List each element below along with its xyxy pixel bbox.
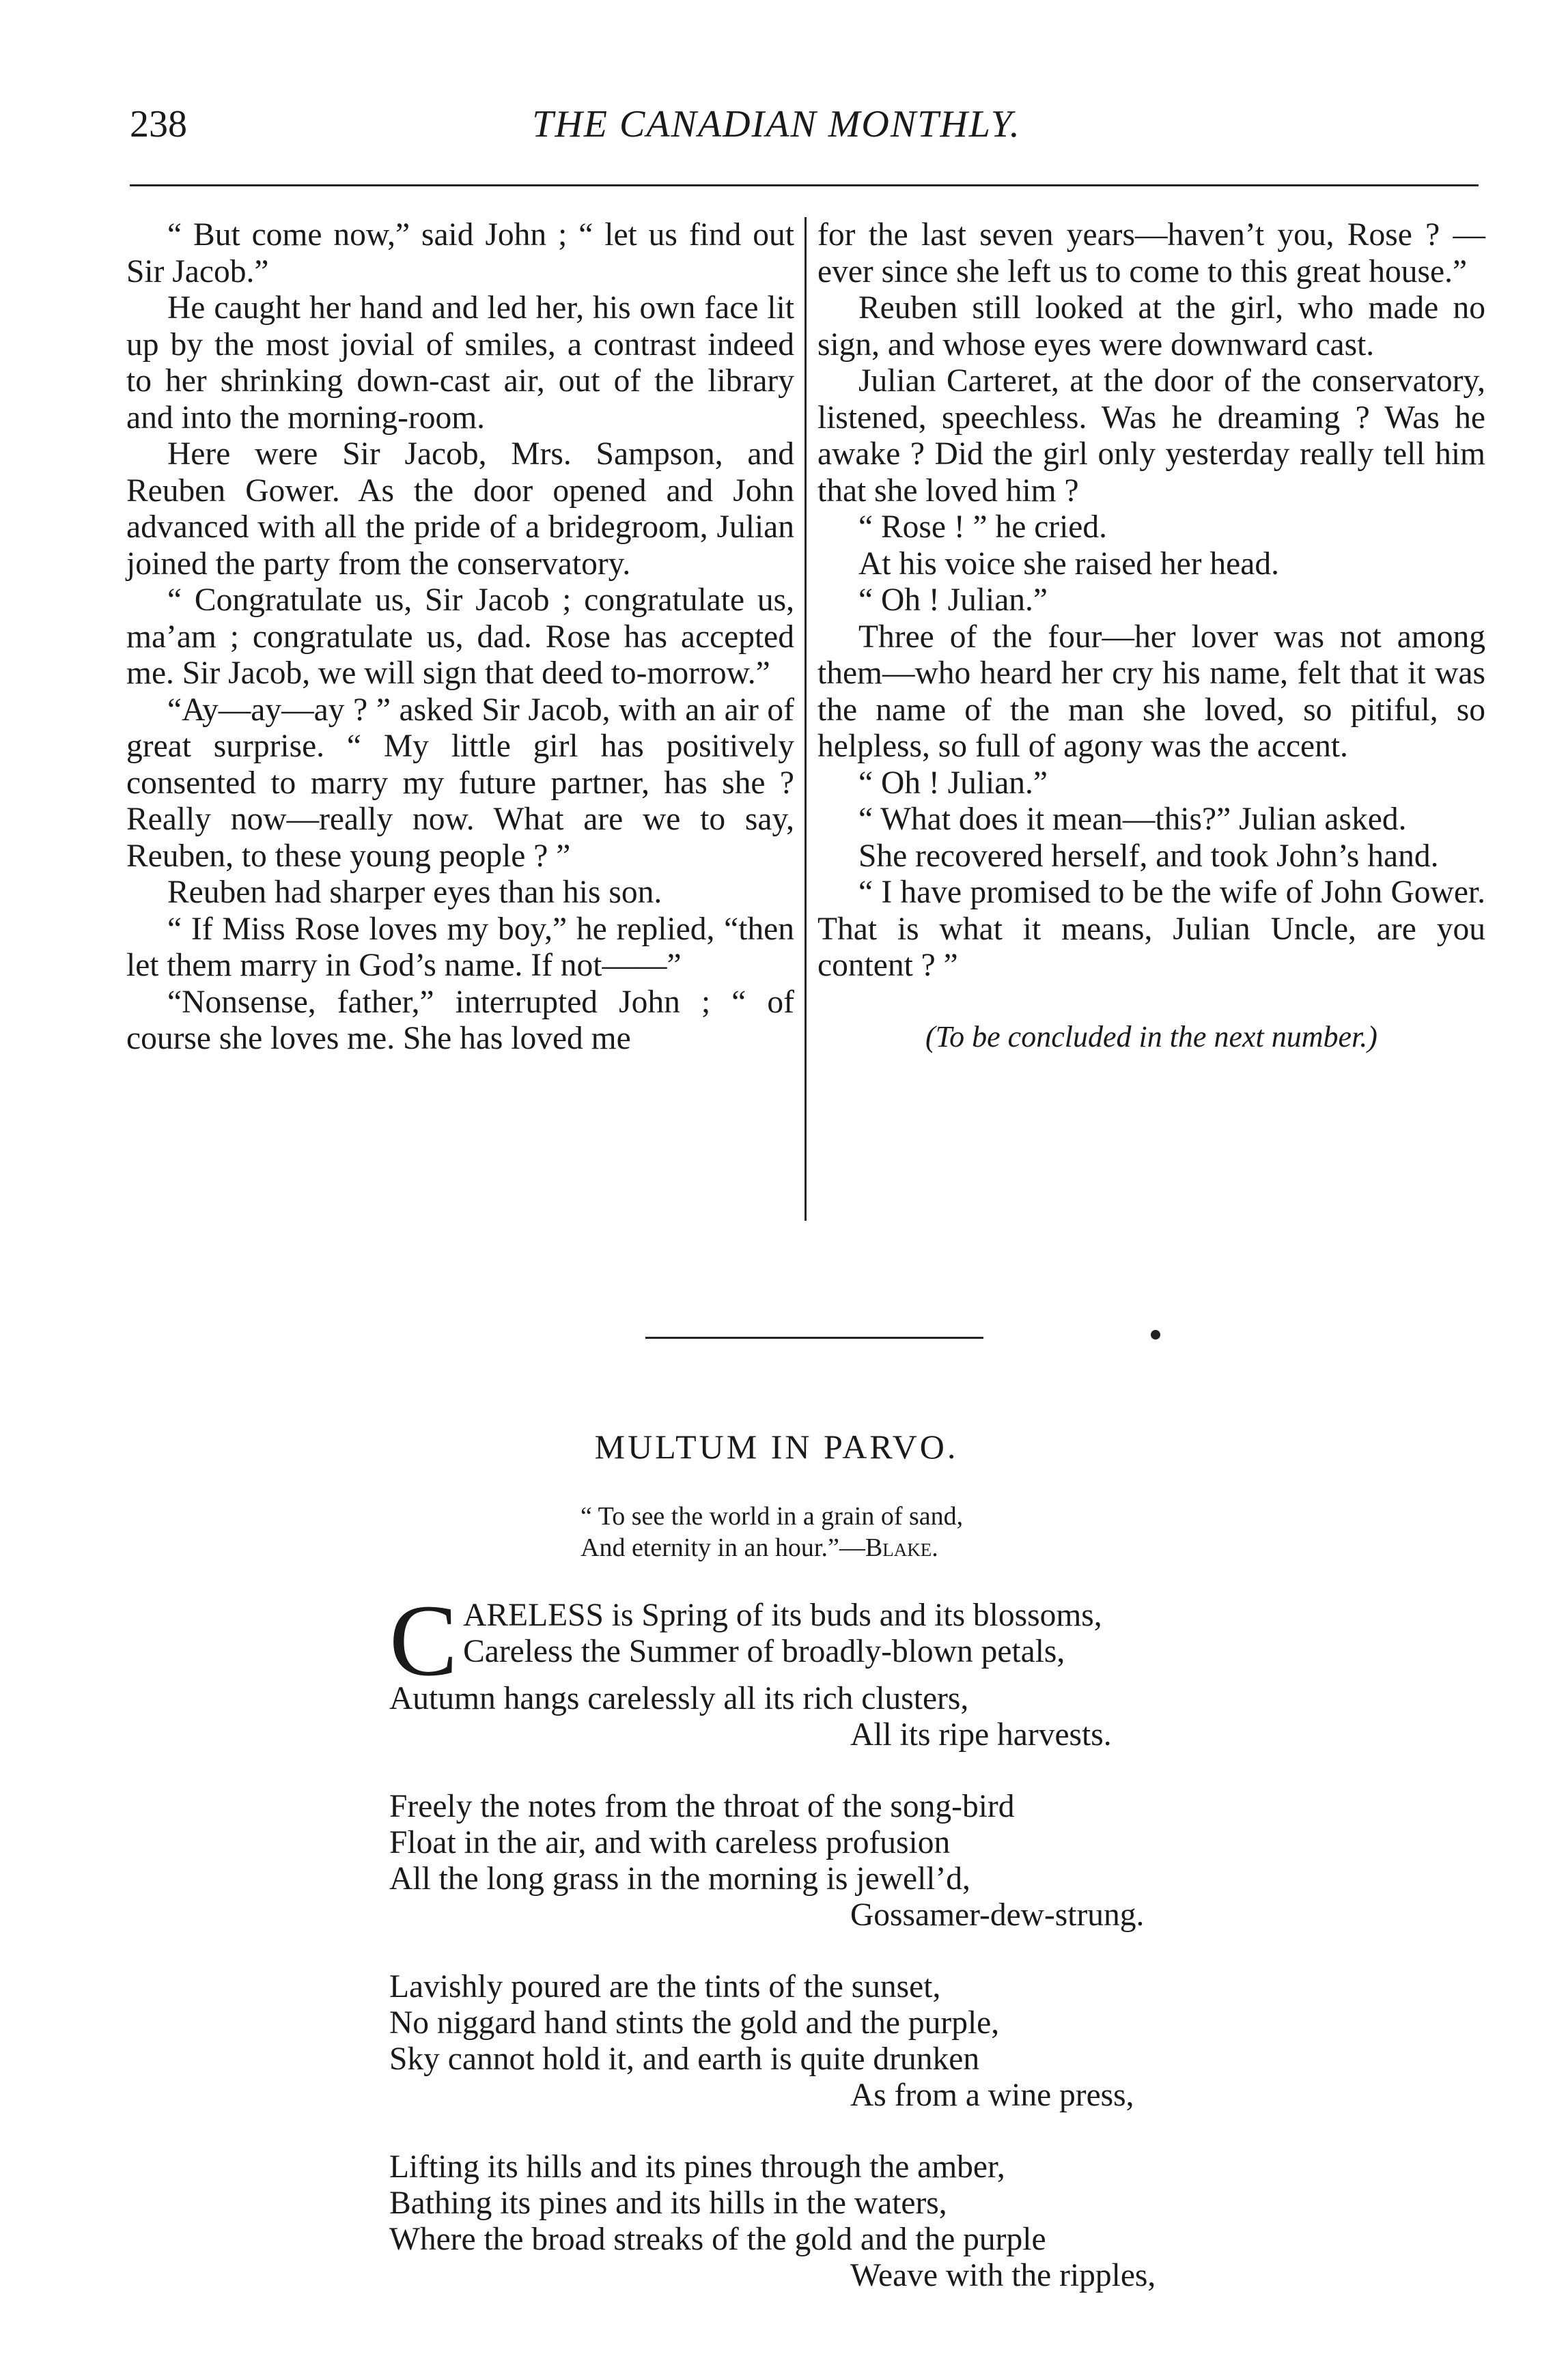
stanza (389, 1584, 1345, 1753)
poem-line: Lavishly poured are the tints of the sunset, (389, 1969, 941, 2004)
paragraph: “ Congratulate us, Sir Jacob ; congratulate us, ma’am ; congratulate us, dad. Rose has accepted me. Sir Jacob, we will sign that deed to-morrow.” (126, 582, 794, 691)
drop-cap: C (389, 1584, 458, 1697)
paragraph: She recovered herself, and took John’s hand. (858, 838, 1439, 874)
column-divider (805, 217, 807, 1221)
poem-line: Lifting its hills and its pines through the amber, (389, 2149, 1005, 2185)
section-separator (645, 1337, 983, 1339)
right-column (817, 217, 1485, 1055)
separator-dot (1151, 1330, 1160, 1340)
epigraph-line: “ To see the world in a grain of sand, (580, 1502, 964, 1531)
paragraph: “ Rose ! ” he cried. (858, 509, 1107, 545)
poem-line: Autumn hangs carelessly all its rich clusters, (389, 1681, 969, 1716)
epigraph-line (580, 1532, 1195, 1563)
stanza (389, 1969, 1345, 2114)
story-columns (126, 217, 1485, 1228)
stanza (389, 2149, 1345, 2294)
paragraph: Reuben had sharper eyes than his son. (167, 875, 662, 910)
poem-line: Gossamer-dew-strung. (850, 1897, 1145, 1933)
stanza (389, 1789, 1345, 1933)
poem-line: Bathing its pines and its hills in the waters, (389, 2185, 947, 2221)
paragraph: “Nonsense, father,” interrupted John ; “ of course she loves me. She has loved me (126, 984, 794, 1056)
left-column (126, 217, 794, 1058)
poem-line: ARELESS is Spring of its buds and its blossoms, (463, 1598, 1102, 1633)
page-header (0, 102, 1553, 157)
poem-title: MULTUM IN PARVO. (594, 1428, 959, 1466)
poem-line: Float in the air, and with careless profusion (389, 1825, 951, 1860)
paragraph: He caught her hand and led her, his own face lit up by the most jovial of smiles, a contrast indeed to her shrinking down-cast air, out of the library and into the morning-room. (126, 290, 794, 436)
header-rule (130, 184, 1479, 186)
poem-line: Careless the Summer of broadly-blown petals, (463, 1634, 1065, 1669)
epigraph (580, 1501, 1195, 1563)
running-head: THE CANADIAN MONTHLY. (532, 103, 1021, 145)
poem-line: All its ripe harvests. (850, 1717, 1112, 1753)
epigraph-author: Blake. (865, 1533, 938, 1562)
paragraph: for the last seven years—haven’t you, Rose ? —ever since she left us to come to this great house.” (817, 217, 1485, 289)
poem-line: Sky cannot hold it, and earth is quite drunken (389, 2041, 980, 2077)
paragraph: “ I have promised to be the wife of John Gower. That is what it means, Julian Uncle, are you content ? ” (817, 875, 1485, 983)
paragraph: “Ay—ay—ay ? ” asked Sir Jacob, with an air of great surprise. “ My little girl has positively consented to marry my future partner, has she ? Really now—really now. What are we to say, Reuben, to these young people ? ” (126, 692, 794, 874)
poem-line: Weave with the ripples, (850, 2258, 1156, 2293)
paragraph: Julian Carteret, at the door of the conservatory, listened, speechless. Was he dreaming ? Was he awake ? Did the girl only yesterday really tell him that she loved him ? (817, 363, 1485, 509)
poem-line: No niggard hand stints the gold and the purple, (389, 2005, 1000, 2041)
poem-line: As from a wine press, (850, 2078, 1134, 2113)
poem-line: All the long grass in the morning is jewell’d, (389, 1861, 970, 1897)
paragraph: “ Oh ! Julian.” (858, 765, 1048, 801)
paragraph: Here were Sir Jacob, Mrs. Sampson, and Reuben Gower. As the door opened and John advanced with all the pride of a bridegroom, Julian joined the party from the conservatory. (126, 436, 794, 582)
poem-body (389, 1584, 1345, 2329)
paragraph: At his voice she raised her head. (858, 546, 1279, 582)
poem-line: Where the broad streaks of the gold and the purple (389, 2222, 1046, 2257)
poem-line: Freely the notes from the throat of the song-bird (389, 1789, 1015, 1824)
paragraph: “ If Miss Rose loves my boy,” he replied, “then let them marry in God’s name. If not——” (126, 911, 794, 983)
paragraph: “ What does it mean—this?” Julian asked. (858, 802, 1407, 837)
to-be-continued-note: (To be concluded in the next number.) (925, 1019, 1377, 1053)
page-number: 238 (130, 103, 187, 145)
paragraph: Reuben still looked at the girl, who made no sign, and whose eyes were downward cast. (817, 290, 1485, 363)
paragraph: Three of the four—her lover was not among them—who heard her cry his name, felt that it was the name of the man she loved, so pitiful, so helpless, so full of agony was the accent. (817, 619, 1485, 764)
paragraph: “ But come now,” said John ; “ let us find out Sir Jacob.” (126, 217, 794, 289)
paragraph: “ Oh ! Julian.” (858, 582, 1048, 618)
epigraph-text: And eternity in an hour.”— (580, 1533, 865, 1562)
